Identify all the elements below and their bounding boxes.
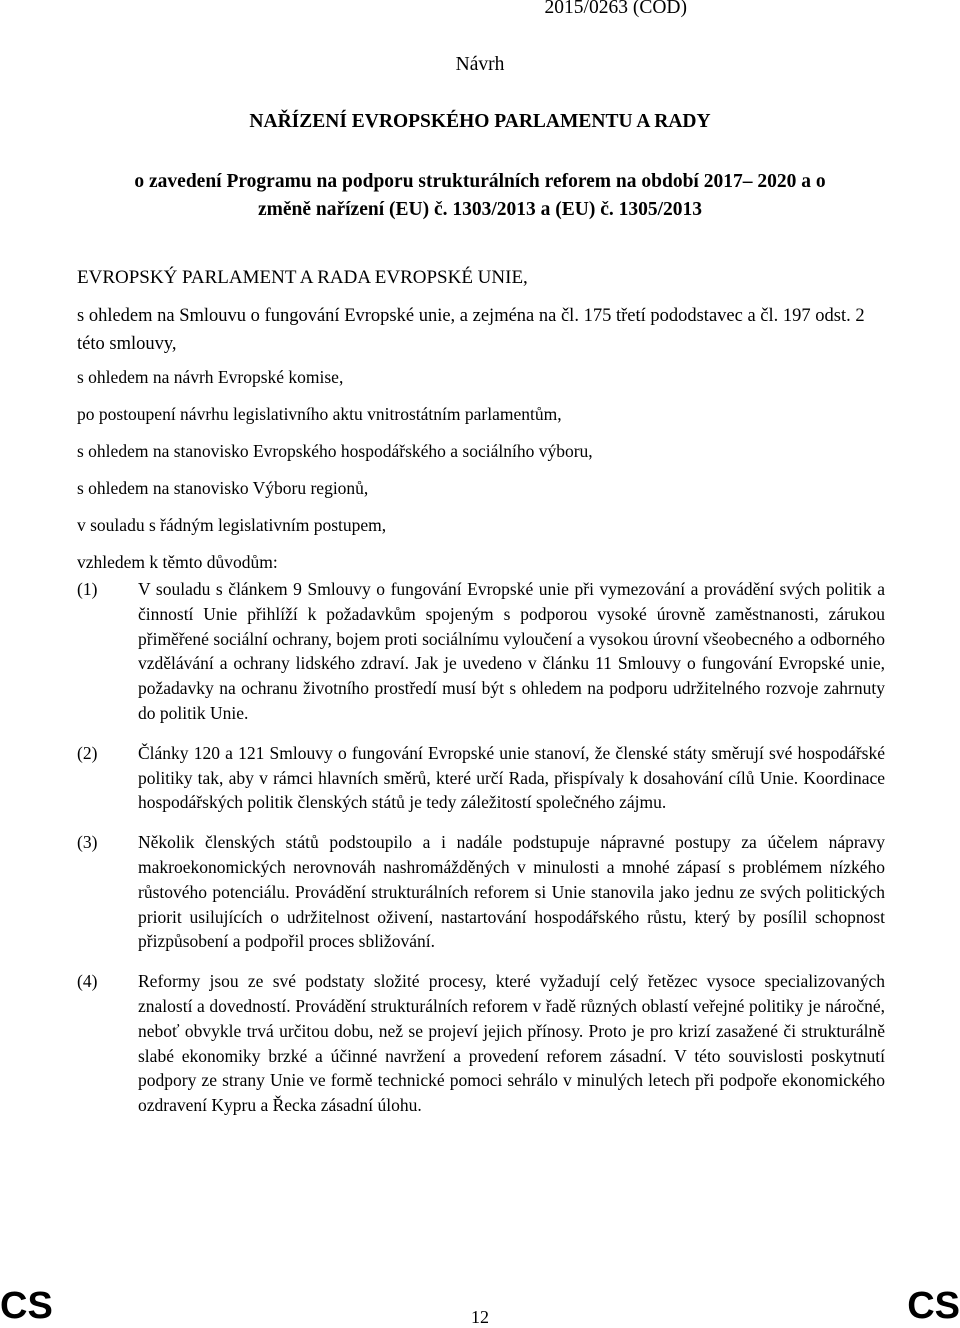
citation: v souladu s řádným legislativním postupem, [77, 515, 387, 535]
institution-heading: EVROPSKÝ PARLAMENT A RADA EVROPSKÉ UNIE, [77, 267, 528, 288]
draft-label: Návrh [455, 54, 505, 75]
footer-language-right: CS [907, 1285, 960, 1327]
citation: po postoupení návrhu legislativního aktu vnitrostátním parlamentům, [77, 404, 562, 424]
citation: s ohledem na stanovisko Evropského hospodářského a sociálního výboru, [77, 441, 593, 461]
recital-item [77, 969, 885, 1118]
recital-text: Články 120 a 121 Smlouvy o fungování Evropské unie stanoví, že členské státy směrují své hospodářské politiky tak, aby v rámci hlavních směrů, které určí Rada, přispívaly k dosahování cílů Unie. Koordinace hospodářských politik členských států je tedy záležitostí společného zájmu. [138, 742, 885, 813]
recital-number: (4) [77, 971, 98, 992]
recitals-list [77, 577, 885, 1133]
citations-list [77, 302, 885, 586]
citation: vzhledem k těmto důvodům: [77, 552, 278, 572]
recital-text: Reformy jsou ze své podstaty složité procesy, které vyžadují celý řetězec vysoce specializovaných znalostí a dovedností. Provádění strukturálních reforem v řadě různých oblastí veřejné politiky je náročné, neboť obvykle trvá určitou dobu, než se projeví jejich přínosy. Proto je pro krizí zasažené či strukturálně slabé ekonomiky brzké a účinné navržení a provedení reforem zásadní. V této souvislosti poskytnutí podpory ze strany Unie ve formě technické pomoci sehrálo v minulých letech při podpoře ekonomického ozdravení Kypru a Řecka zásadní úlohu. [138, 971, 885, 1116]
document-code: 2015/0263 (COD) [544, 0, 687, 18]
recital-number: (3) [77, 832, 98, 853]
citation: s ohledem na návrh Evropské komise, [77, 367, 344, 387]
recital-text: Několik členských států podstoupilo a i nadále podstupuje nápravné postupy za účelem nápravy makroekonomických nerovnováh nashromážděných v minulosti a mnohé zápasí s problémem nízkého růstového potenciálu. Provádění strukturálních reforem si Unie stanovila jako jednu ze svých politických priorit usilujících o udržitelnost oživení, nastartování hospodářského růstu, který by posílil schopnost přizpůsobení a podpořil proces sbližování. [138, 832, 885, 952]
footer-language-left: CS [0, 1285, 53, 1327]
subtitle-line: změně nařízení (EU) č. 1303/2013 a (EU) č. 1305/2013 [257, 199, 703, 220]
citation: s ohledem na stanovisko Výboru regionů, [77, 478, 369, 498]
recital-number: (2) [77, 742, 98, 763]
recital-item [77, 741, 885, 815]
recital-text: V souladu s článkem 9 Smlouvy o fungování Evropské unie při vymezování a provádění svých politik a činností Unie přihlíží k požadavkům spojeným s podporou vysoké úrovně zaměstnanosti, zárukou přiměřené sociální ochrany, bojem proti sociálnímu vyloučení a vysokou úrovní všeobecného a odborného vzdělávání a ochrany lidského zdraví. Jak je uvedeno v článku 11 Smlouvy o fungování Evropské unie, požadavky na ochranu životního prostředí musí být s ohledem na podporu udržitelného rozvoje zahrnuty do politik Unie. [138, 579, 885, 723]
subtitle-line: o zavedení Programu na podporu strukturálních reforem na období 2017– 2020 a o [134, 171, 826, 192]
regulation-title: NAŘÍZENÍ EVROPSKÉHO PARLAMENTU A RADY [249, 111, 711, 132]
recital-item [77, 830, 885, 954]
regulation-subtitle [88, 168, 872, 224]
citation: s ohledem na Smlouvu o fungování Evropské unie, a zejména na čl. 175 třetí pododstavec a čl. 197 odst. 2 této smlouvy, [77, 306, 865, 354]
page-number: 12 [471, 1307, 489, 1327]
recital-item [77, 577, 885, 726]
recital-number: (1) [77, 579, 98, 599]
